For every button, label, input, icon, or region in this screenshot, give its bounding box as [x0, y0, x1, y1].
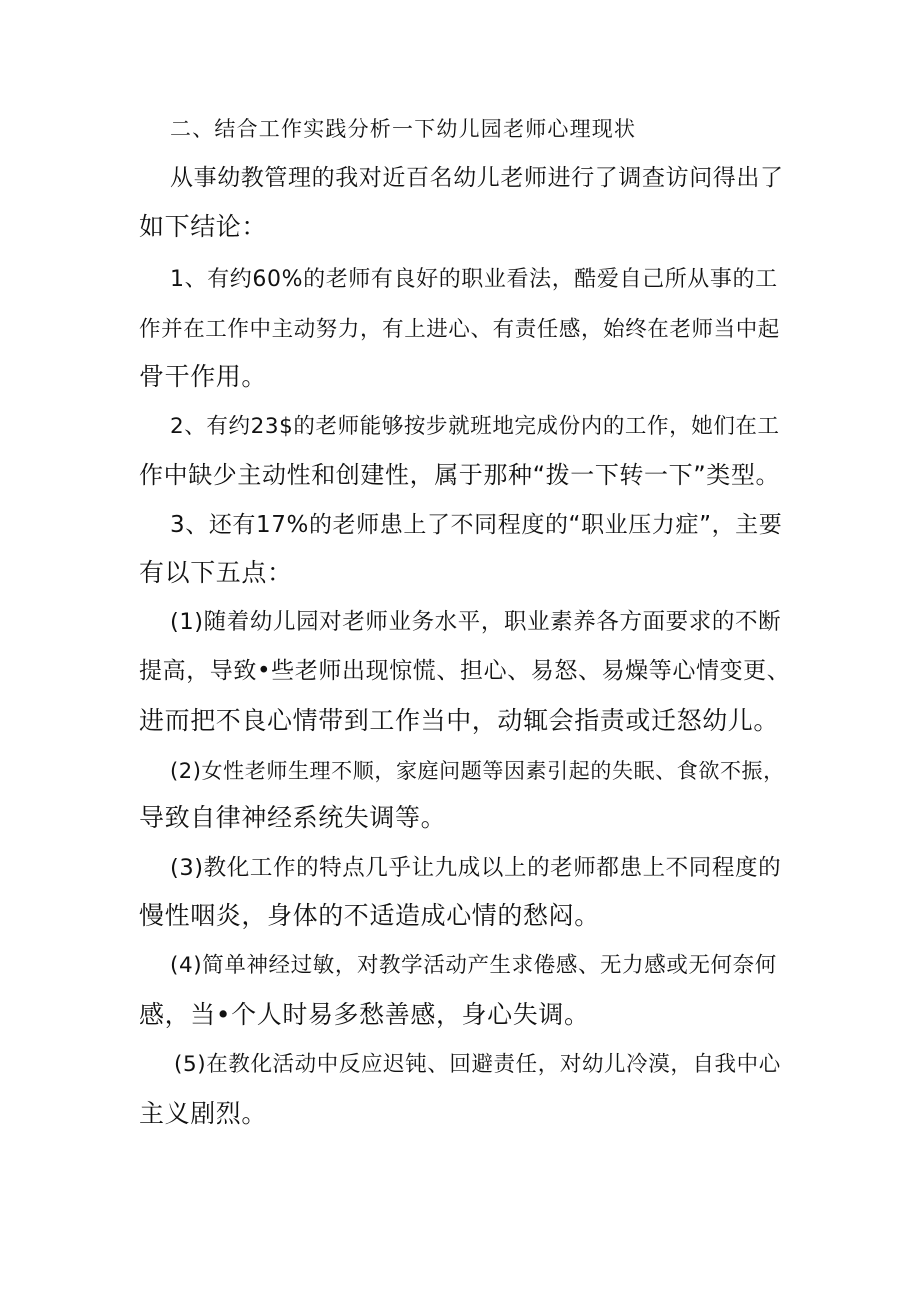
- paragraph-line: (4)简单神经过敏，对教学活动产生求倦感、无力感或无何奈何: [170, 953, 777, 978]
- paragraph-line: (2)女性老师生理不顺，家庭问题等因素引起的失眠、食欲不振，: [170, 759, 785, 783]
- paragraph-line: 进而把不良心情带到工作当中，动辄会指责或迁怒幼儿。: [139, 706, 780, 735]
- section-heading: 二、结合工作实践分析一下幼儿园老师心理现状: [170, 117, 637, 141]
- paragraph-line: 1、有约60%的老师有良好的职业看法，酷爱自己所从事的工: [170, 267, 778, 292]
- paragraph-line: 作中缺少主动性和创建性，属于那种“拨一下转一下”类型。: [139, 461, 781, 489]
- paragraph-line: 骨干作用。: [139, 362, 268, 391]
- paragraph-line: (3)教化工作的特点几乎让九成以上的老师都患上不同程度的: [170, 855, 782, 881]
- paragraph-line: 感，当•个人时易多愁善感，身心失调。: [139, 1000, 590, 1029]
- paragraph-line: 导致自律神经系统失调等。: [139, 803, 447, 832]
- paragraph-line: (5)在教化活动中反应迟钝、回避责任，对幼儿冷漠，自我中心: [174, 1052, 781, 1077]
- paragraph-line: 慢性咽炎，身体的不适造成心情的愁闷。: [139, 901, 600, 930]
- paragraph-line: 2、有约23$的老师能够按步就班地完成份内的工作，她们在工: [170, 414, 780, 439]
- paragraph-line: 主义剧烈。: [139, 1099, 268, 1128]
- paragraph-line: 作并在工作中主动努力，有上进心、有责任感，始终在老师当中起: [139, 317, 780, 342]
- paragraph-line: 有以下五点：: [139, 558, 293, 587]
- paragraph-line: 从事幼教管理的我对近百名幼儿老师进行了调查访问得出了: [170, 165, 784, 191]
- paragraph-line: (1)随着幼儿园对老师业务水平，职业素养各方面要求的不断: [170, 609, 782, 635]
- paragraph-line: 如下结论：: [139, 212, 268, 241]
- paragraph-line: 提高，导致•些老师出现惊慌、担心、易怒、易燥等心情变更、: [139, 658, 791, 684]
- paragraph-line: 3、还有17%的老师患上了不同程度的“职业压力症”，主要: [170, 512, 783, 538]
